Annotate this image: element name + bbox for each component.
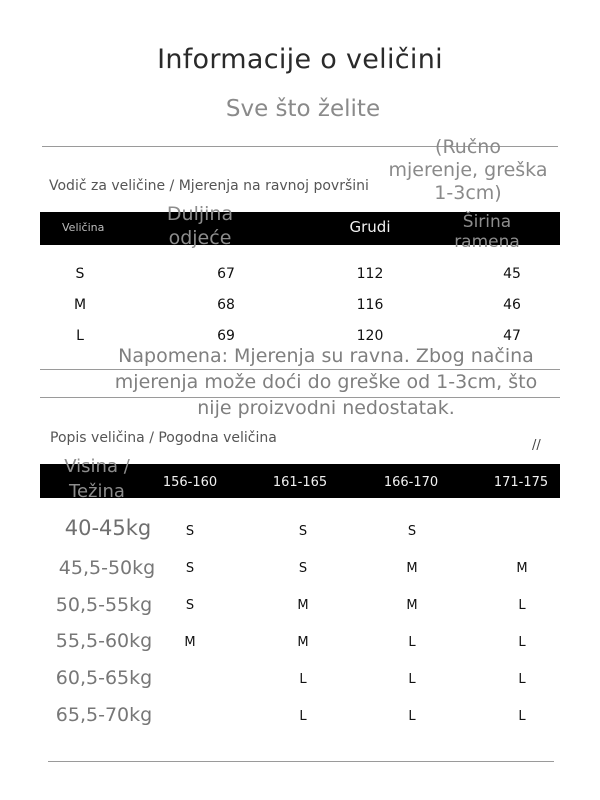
size-guide-label: Vodič za veličine / Mjerenja na ravnoj površini [49, 178, 369, 194]
column-header-size: Veličina [62, 221, 105, 234]
table-row-s-length: 67 [217, 266, 235, 282]
table-row-l-shoulder: 47 [503, 328, 521, 344]
size-cell: L [408, 709, 416, 724]
weight-label: 50,5-55kg [55, 594, 153, 616]
table-row-l-length: 69 [217, 328, 235, 344]
size-cell: L [518, 598, 526, 613]
corner-label-height-weight: Visina / Težina [64, 456, 130, 502]
size-cell: L [408, 635, 416, 650]
height-header-3: 166-170 [383, 475, 439, 490]
weight-label: 45,5-50kg [58, 557, 156, 579]
table-row-s-shoulder: 45 [503, 266, 521, 282]
size-cell: M [406, 598, 418, 613]
size-cell: L [518, 709, 526, 724]
size-cell: S [185, 561, 195, 576]
size-cell: S [185, 598, 195, 613]
size-cell: S [185, 524, 195, 539]
size-chart-label: Popis veličina / Pogodna veličina [50, 430, 277, 446]
size-cell: L [518, 635, 526, 650]
column-header-chest: Grudi [349, 218, 391, 236]
page-subtitle: Sve što želite [225, 96, 381, 122]
table-row-l-chest: 120 [356, 328, 384, 344]
weight-label: 60,5-65kg [55, 667, 153, 689]
height-header-1: 156-160 [162, 475, 218, 490]
table-row-l-size: L [76, 328, 84, 344]
table-row-m-shoulder: 46 [503, 297, 521, 313]
size-cell: S [298, 524, 308, 539]
size-cell: M [297, 598, 309, 613]
size-cell: M [297, 635, 309, 650]
table-row-m-chest: 116 [356, 297, 384, 313]
weight-label: 40-45kg [64, 516, 152, 540]
column-header-shoulder: Širina ramena [454, 212, 520, 252]
height-header-2: 161-165 [272, 475, 328, 490]
size-cell: L [299, 672, 307, 687]
table-row-s-size: S [75, 266, 85, 282]
manual-measurement-note: (Ručno mjerenje, greška 1-3cm) [388, 136, 548, 204]
measurement-note: Napomena: Mjerenja su ravna. Zbog načina mjerenja može doći do greške od 1-3cm, što nije proizvodni nedostatak. [114, 345, 538, 419]
size-cell: S [298, 561, 308, 576]
column-header-length: Duljina odjeće [166, 203, 234, 249]
table-row-m-size: M [73, 297, 87, 313]
size-cell: M [184, 635, 196, 650]
size-cell: L [408, 672, 416, 687]
height-header-4: 171-175 [493, 475, 549, 490]
size-cell: L [518, 672, 526, 687]
bottom-divider [48, 761, 554, 762]
size-cell: M [516, 561, 528, 576]
size-cell: L [299, 709, 307, 724]
table-row-m-length: 68 [217, 297, 235, 313]
page-title: Informacije o veličini [157, 44, 443, 75]
table-row-s-chest: 112 [356, 266, 384, 282]
decorative-slashes: // [532, 438, 541, 453]
weight-label: 65,5-70kg [55, 704, 153, 726]
size-cell: S [407, 524, 417, 539]
size-cell: M [406, 561, 418, 576]
weight-label: 55,5-60kg [55, 630, 153, 652]
